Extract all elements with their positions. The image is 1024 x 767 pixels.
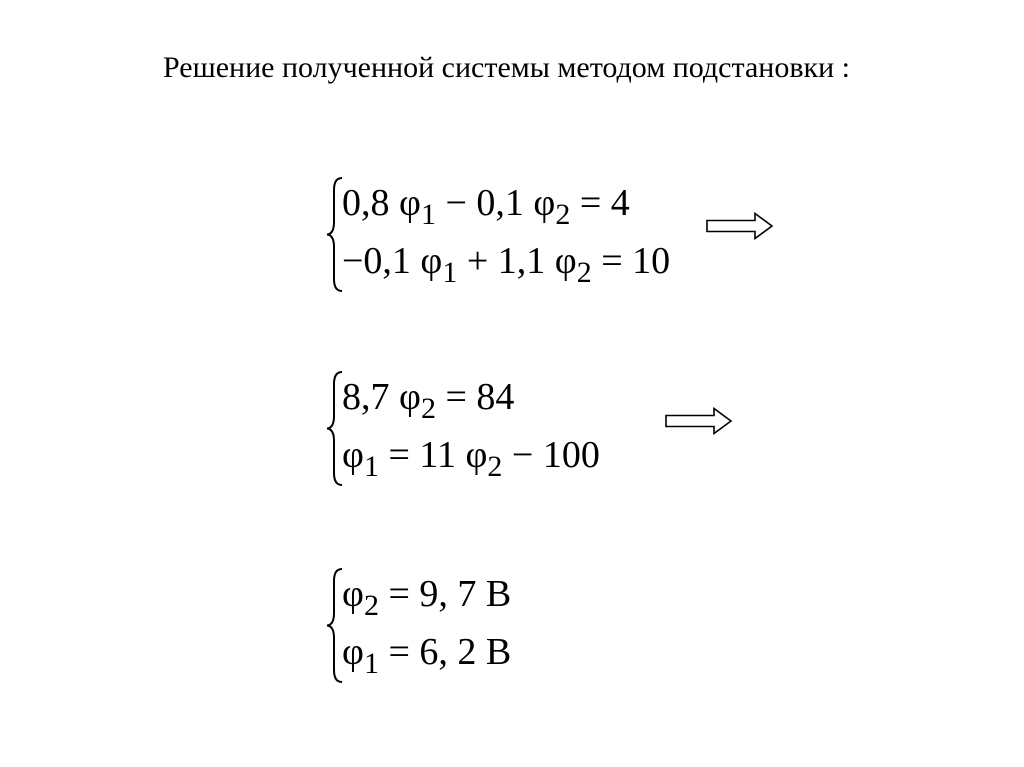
slide-title: Решение полученной системы методом подстановки : [163, 51, 850, 84]
equation-2-1: 8,7 $\varphi_2 = 84$ [342, 376, 515, 425]
right-arrow-icon [665, 407, 733, 435]
equation-system-3 [322, 563, 562, 688]
equation-3-1: $\varphi_2 = 9$, 7 В [342, 573, 512, 622]
equation-system-2 [322, 366, 642, 491]
equation-3-2: $\varphi_1 = 6$, 2 В [342, 631, 512, 680]
equation-2-2: $\varphi_1 = 11$ $\varphi_2 - 100$ [342, 434, 600, 483]
equation-1-1: 0,8 $\varphi_1 - 0,1$ $\varphi_2 = 4$ [342, 182, 630, 231]
equation-1-2: −0,1 $\varphi_1 + 1,1$ $\varphi_2 = 10$ [342, 240, 671, 289]
right-arrow-icon [706, 212, 774, 240]
equation-system-1 [322, 172, 682, 297]
